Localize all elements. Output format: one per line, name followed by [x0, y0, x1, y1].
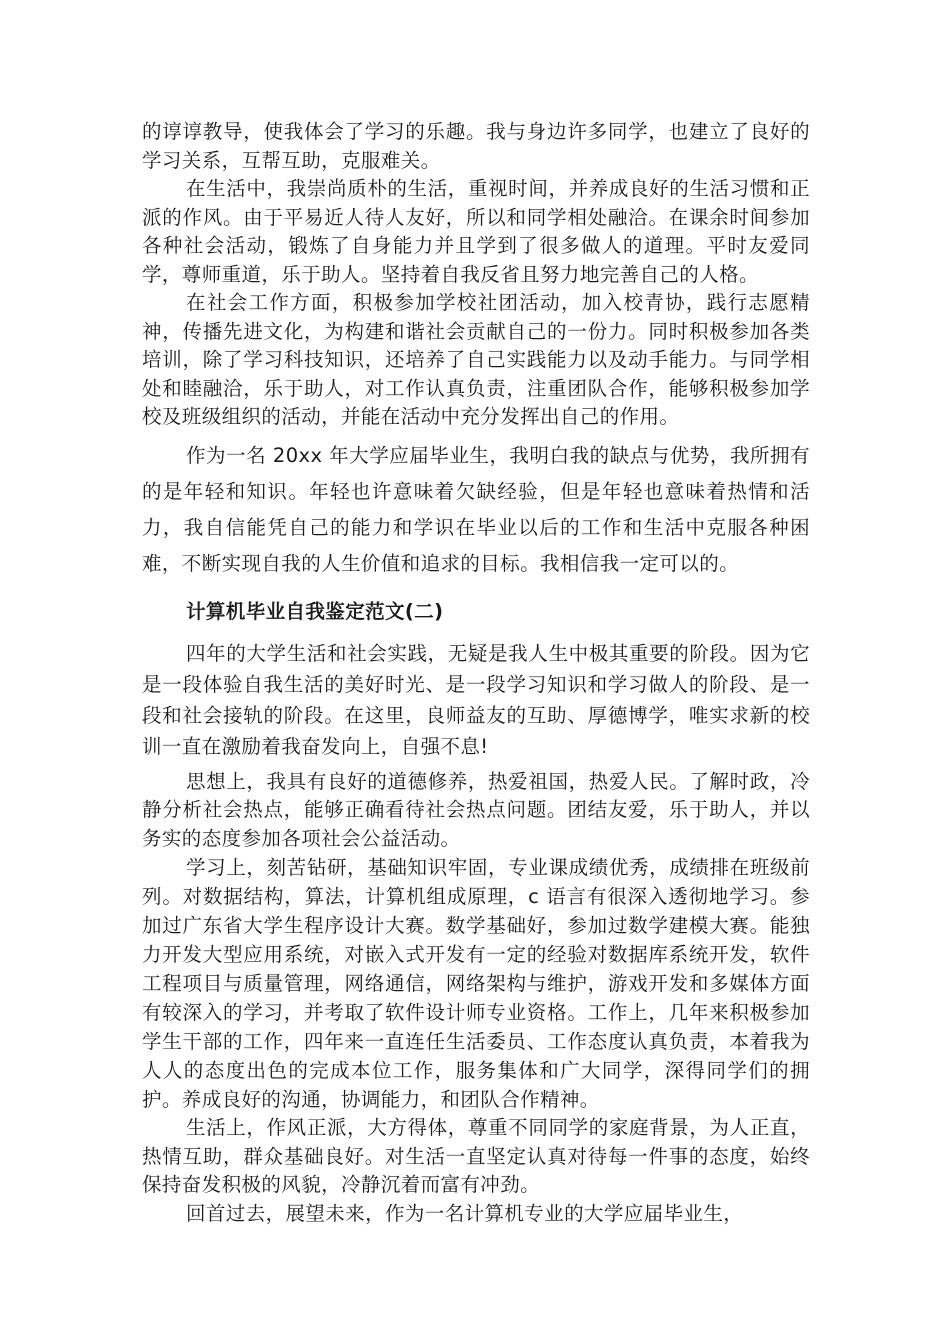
- paragraph-life: 在生活中，我崇尚质朴的生活，重视时间，并养成良好的生活习惯和正派的作风。由于平易近人待人友好，所以和同学相处融洽。在课余时间参加各种社会活动，锻炼了自身能力并且学到了很多做人的道理。平时友爱同学，尊师重道，乐于助人。坚持着自我反省且努力地完善自己的人格。: [142, 177, 810, 286]
- paragraph-ideology: 思想上，我具有良好的道德修养，热爱祖国，热爱人民。了解时政，冷静分析社会热点，能够正确看待社会热点问题。团结友爱，乐于助人，并以务实的态度参加各项社会公益活动。: [142, 769, 810, 850]
- document-body: [142, 118, 810, 1228]
- paragraph-graduate-summary: 作为一名 20xx 年大学应届毕业生，我明白我的缺点与优势，我所拥有的是年轻和知识。年轻也许意味着欠缺经验，但是年轻也意味着热情和活力，我自信能凭自己的能力和学识在毕业以后的工作和生活中克服各种困难，不断实现自我的人生价值和追求的目标。我相信我一定可以的。: [142, 443, 810, 575]
- paragraph-four-years: 四年的大学生活和社会实践，无疑是我人生中极其重要的阶段。因为它是一段体验自我生活的美好时光、是一段学习知识和学习做人的阶段、是一段和社会接轨的阶段。在这里，良师益友的互助、厚德博学，唯实求新的校训一直在激励着我奋发向上，自强不息!: [142, 641, 810, 758]
- paragraph-social-work: 在社会工作方面，积极参加学校社团活动，加入校青协，践行志愿精神，传播先进文化，为构建和谐社会贡献自己的一份力。同时积极参加各类培训，除了学习科技知识，还培养了自己实践能力以及动手能力。与同学相处和睦融洽，乐于助人，对工作认真负责，注重团队合作，能够积极参加学校及班级组织的活动，并能在活动中充分发挥出自己的作用。: [142, 291, 810, 428]
- section-title: 计算机毕业自我鉴定范文(二): [186, 599, 444, 623]
- paragraph-looking-back: 回首过去，展望未来，作为一名计算机专业的大学应届毕业生，: [186, 1201, 744, 1225]
- paragraph-continuation: 的谆谆教导，使我体会了学习的乐趣。我与身边许多同学，也建立了良好的学习关系，互帮互助，克服难关。: [142, 120, 810, 172]
- paragraph-study-work: 学习上，刻苦钻研，基础知识牢固，专业课成绩优秀，成绩排在班级前列。对数据结构，算法，计算机组成原理，c 语言有很深入透彻地学习。参加过广东省大学生程序设计大赛。数学基础好，参加过数学建模大赛。能独力开发大型应用系统，对嵌入式开发有一定的经验对数据库系统开发，软件工程项目与质量管理，网络通信，网络架构与维护，游戏开发和多媒体方面有较深入的学习，并考取了软件设计师专业资格。工作上，几年来积极参加学生干部的工作，四年来一直连任生活委员、工作态度认真负责，本着我为人人的态度出色的完成本位工作，服务集体和广大同学，深得同学们的拥护。养成良好的沟通，协调能力，和团队合作精神。: [142, 856, 810, 1111]
- paragraph-life-attitude: 生活上，作风正派，大方得体，尊重不同同学的家庭背景，为人正直，热情互助，群众基础良好。对生活一直坚定认真对待每一件事的态度，始终保持奋发积极的风貌，冷静沉着而富有冲劲。: [142, 1116, 810, 1196]
